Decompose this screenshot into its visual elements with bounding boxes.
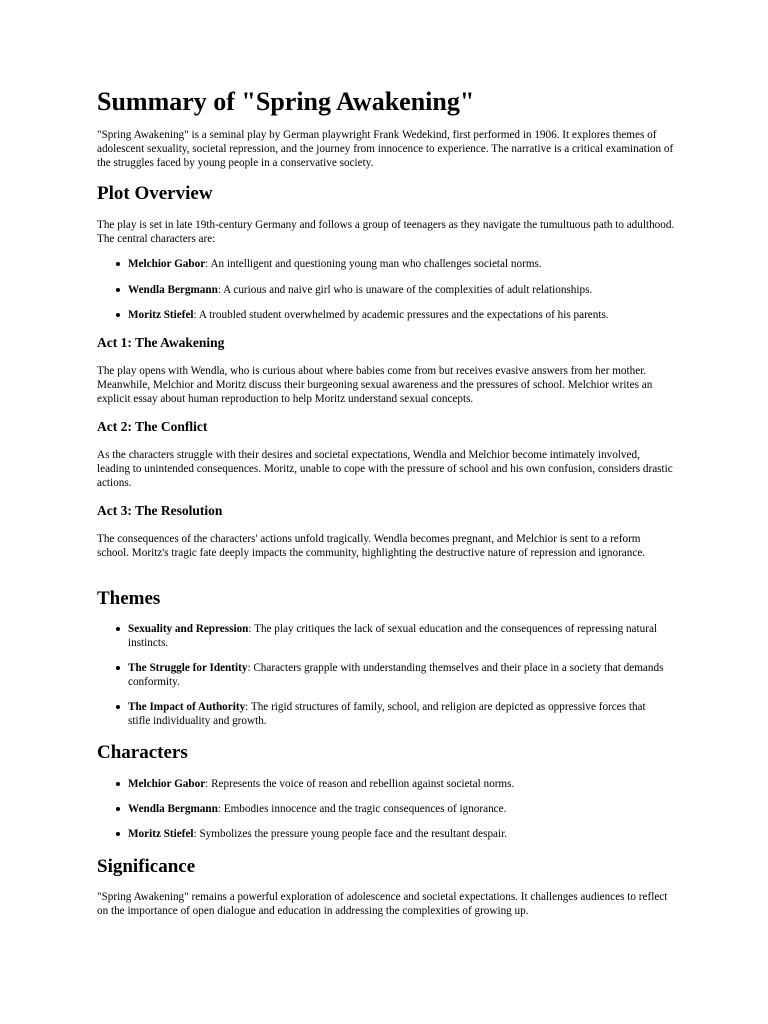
- act-1-paragraph: The play opens with Wendla, who is curious about where babies come from but receives evasive answers from her mother. Meanwhile, Melchior and Moritz discuss their burgeoning sexual awareness and the pressures of school. Melchior writes an explicit essay about human reproduction to help Moritz understand sexual concepts.: [97, 365, 653, 405]
- character-name: Moritz Stiefel: [128, 828, 194, 840]
- bullet-icon: [116, 288, 120, 292]
- act-2-heading: Act 2: The Conflict: [97, 419, 208, 434]
- character-name: Wendla Bergmann: [128, 284, 218, 296]
- bullet-icon: [116, 832, 120, 836]
- character-description: : A troubled student overwhelmed by academic pressures and the expectations of his parents.: [193, 309, 609, 321]
- bullet-icon: [116, 262, 120, 266]
- character-description: : Represents the voice of reason and rebellion against societal norms.: [205, 778, 515, 790]
- character-name: Melchior Gabor: [128, 258, 206, 270]
- character-name: Melchior Gabor: [128, 778, 206, 790]
- bullet-icon: [116, 705, 120, 709]
- bullet-icon: [116, 627, 120, 631]
- bullet-icon: [116, 782, 120, 786]
- theme-name: Sexuality and Repression: [128, 623, 249, 635]
- theme-description: : Characters grapple with understanding themselves and their place in a society that demands conformity.: [128, 662, 664, 688]
- bullet-icon: [116, 807, 120, 811]
- significance-paragraph: "Spring Awakening" remains a powerful exploration of adolescence and societal expectations. It challenges audiences to reflect on the importance of open dialogue and education in addressing the complexities of growing up.: [97, 891, 668, 917]
- act-2-paragraph: As the characters struggle with their desires and societal expectations, Wendla and Melchior become intimately involved, leading to unintended consequences. Moritz, unable to cope with the pressure of school and his own confusion, considers drastic actions.: [97, 449, 673, 489]
- character-description: : A curious and naive girl who is unaware of the complexities of adult relationships.: [217, 284, 593, 296]
- act-3-heading: Act 3: The Resolution: [97, 503, 223, 518]
- character-description: : An intelligent and questioning young man who challenges societal norms.: [205, 258, 542, 270]
- character-description: : Symbolizes the pressure young people face and the resultant despair.: [193, 828, 508, 840]
- plot-overview-paragraph: The play is set in late 19th-century Germany and follows a group of teenagers as they navigate the tumultuous path to adulthood. The central characters are:: [97, 219, 675, 245]
- theme-description: : The play critiques the lack of sexual education and the consequences of repressing natural instincts.: [128, 623, 658, 649]
- document-title: Summary of "Spring Awakening": [97, 87, 475, 116]
- act-3-paragraph: The consequences of the characters' actions unfold tragically. Wendla becomes pregnant, and Melchior is sent to a reform school. Moritz's tragic fate deeply impacts the community, highlighting the destructive nature of repression and ignorance.: [97, 533, 646, 559]
- characters-heading: Characters: [97, 742, 188, 763]
- significance-heading: Significance: [97, 856, 196, 877]
- bullet-icon: [116, 313, 120, 317]
- theme-name: The Impact of Authority: [128, 701, 246, 713]
- themes-heading: Themes: [97, 588, 161, 609]
- bullet-icon: [116, 666, 120, 670]
- theme-name: The Struggle for Identity: [128, 662, 248, 674]
- plot-overview-heading: Plot Overview: [97, 183, 213, 204]
- character-name: Wendla Bergmann: [128, 803, 218, 815]
- act-1-heading: Act 1: The Awakening: [97, 335, 225, 350]
- theme-description: : The rigid structures of family, school, and religion are depicted as oppressive forces that stifle individuality and growth.: [128, 701, 646, 727]
- intro-paragraph: "Spring Awakening" is a seminal play by German playwright Frank Wedekind, first performed in 1906. It explores themes of adolescent sexuality, societal repression, and the journey from innocence to experience. The narrative is a critical examination of the struggles faced by young people in a conservative society.: [97, 129, 674, 169]
- character-description: : Embodies innocence and the tragic consequences of ignorance.: [217, 803, 507, 815]
- character-name: Moritz Stiefel: [128, 309, 194, 321]
